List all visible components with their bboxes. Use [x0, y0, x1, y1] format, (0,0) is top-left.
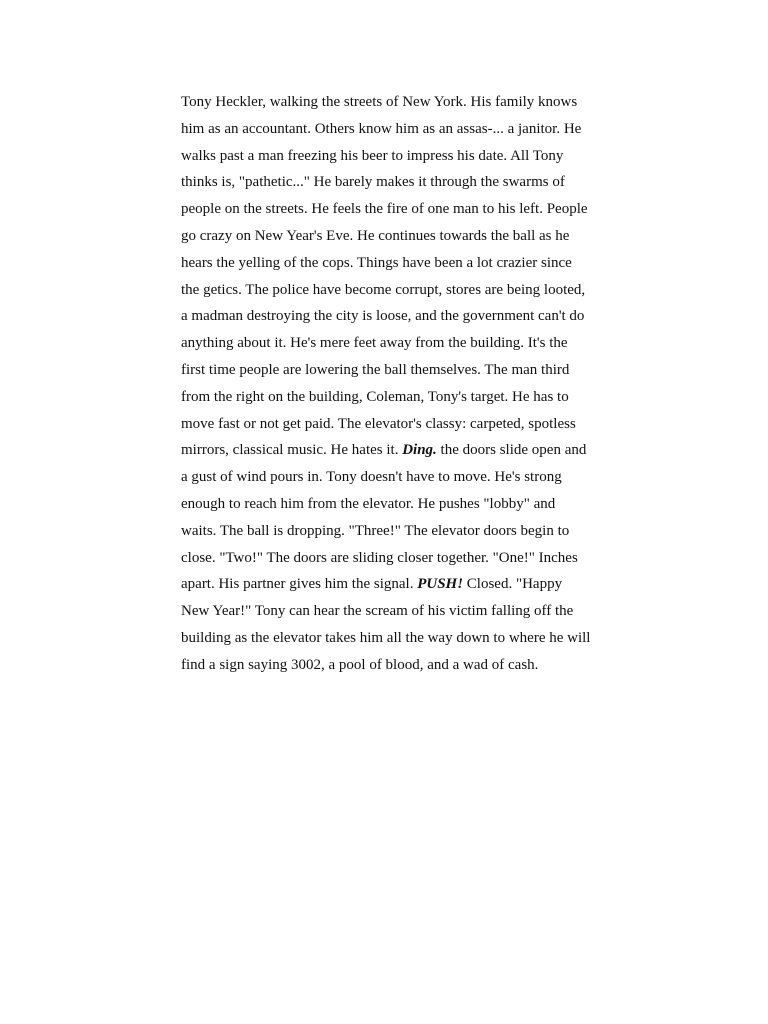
emphasis-ding: Ding.: [402, 442, 437, 459]
story-paragraph: [181, 89, 591, 679]
story-text-part-1: Tony Heckler, walking the streets of New York. His family knows him as an accountant. Others know him as an assas-... a janitor. He walks past a man freezing his beer to impress his date. All Tony thinks is, "pathetic..." He barely makes it through the swarms of people on the streets. He feels the fire of one man to his left. People go crazy on New Year's Eve. He continues towards the ball as he hears the yelling of the cops. Things have been a lot crazier since the getics. The police have become corrupt, stores are being looted, a madman destroying the city is loose, and the government can't do anything about it. He's mere feet away from the building. It's the first time people are lowering the ball themselves. The man third from the right on the building, Coleman, Tony's target. He has to move fast or not get paid. The elevator's classy: carpeted, spotless mirrors, classical music. He hates it.: [181, 94, 588, 459]
emphasis-push: PUSH!: [417, 576, 464, 593]
story-text-part-2: the doors slide open and a gust of wind pours in. Tony doesn't have to move. He's strong enough to reach him from the elevator. He pushes "lobby" and waits. The ball is dropping. "Three!" The elevator doors begin to close. "Two!" The doors are sliding closer together. "One!" Inches apart. His partner gives him the signal.: [181, 442, 587, 593]
story-text-part-3: Closed. "Happy New Year!" Tony can hear the scream of his victim falling off the building as the elevator takes him all the way down to where he will find a sign saying 3002, a pool of blood, and a wad of cash.: [181, 576, 591, 673]
